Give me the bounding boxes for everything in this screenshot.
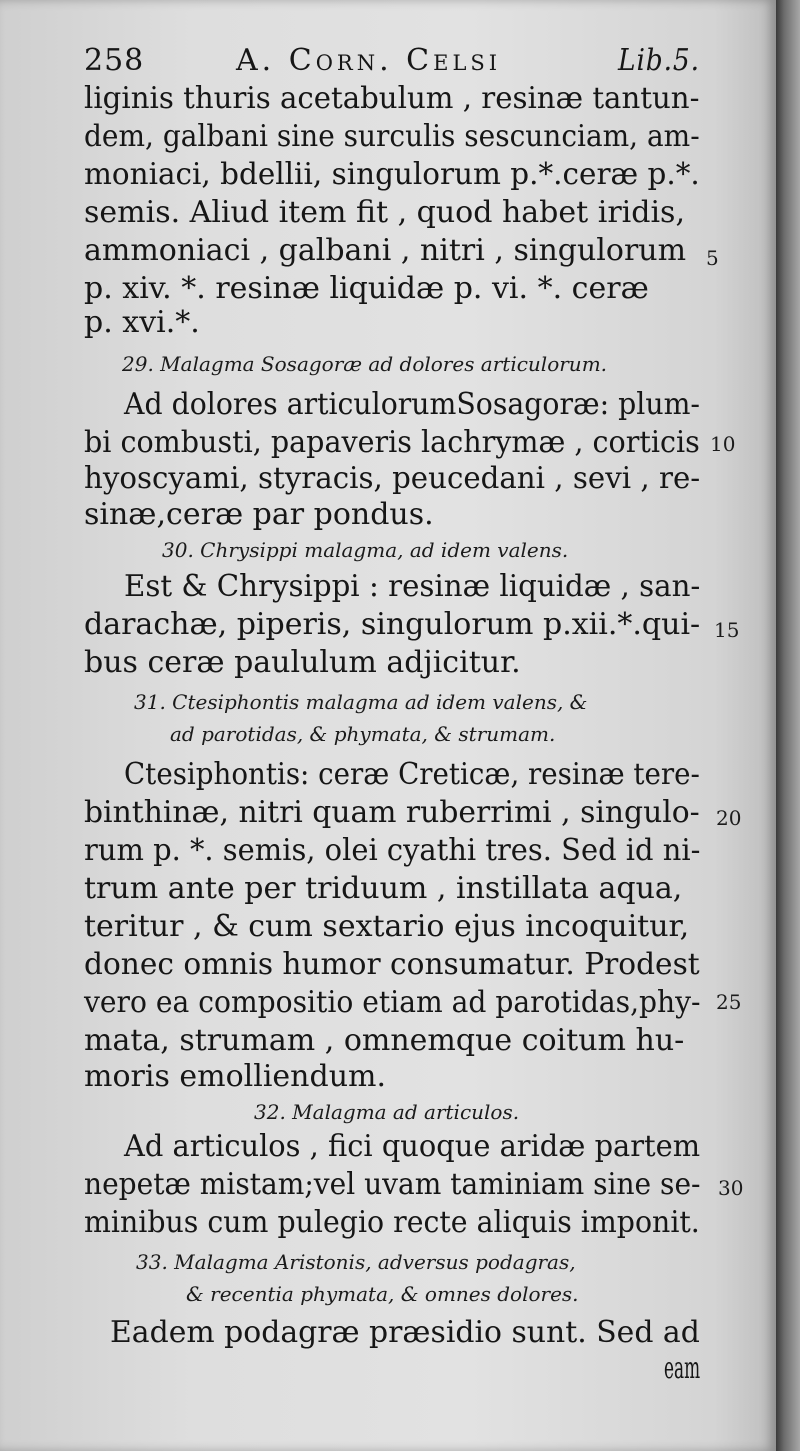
margin-line-number: 20 [716, 806, 742, 830]
section-title: 30. Chrysippi malagma, ad idem valens. [162, 538, 569, 562]
section-title-continued: & recentia phymata, & omnes dolores. [186, 1282, 579, 1306]
section-title: 33. Malagma Aristonis, adversus podagras, [136, 1250, 576, 1274]
text-line: rum p. *. semis, olei cyathi tres. Sed id ni- [84, 833, 701, 868]
text-line: donec omnis humor consumatur. Prodest [84, 947, 700, 982]
section-title: 31. Ctesiphontis malagma ad idem valens, & [134, 690, 588, 714]
page-number: 258 [84, 43, 145, 78]
margin-line-number: 30 [718, 1176, 744, 1200]
section-title: 29. Malagma Sosagoræ ad dolores articulorum. [122, 352, 608, 376]
book-number: Lib.5. [618, 43, 700, 78]
text-line: mata, strumam , omnemque coitum hu- [84, 1023, 685, 1058]
section-title: 32. Malagma ad articulos. [254, 1100, 520, 1124]
text-line: Est & Chrysippi : resinæ liquidæ , san- [124, 569, 701, 604]
text-line: ammoniaci , galbani , nitri , singulorum [84, 233, 687, 268]
text-line: p. xiv. *. resinæ liquidæ p. vi. *. ceræ [84, 271, 649, 306]
text-line: liginis thuris acetabulum , resinæ tantun- [84, 81, 700, 116]
text-line: darachæ, piperis, singulorum p.xii.*.qui- [84, 607, 701, 642]
section-title-continued: ad parotidas, & phymata, & strumam. [170, 722, 556, 746]
margin-line-number: 15 [714, 618, 740, 642]
text-line: nepetæ mistam;vel uvam taminiam sine se- [84, 1167, 701, 1202]
text-line: dem, galbani sine surculis sescunciam, am- [84, 119, 700, 154]
text-line: binthinæ, nitri quam ruberrimi , singulo- [84, 795, 700, 830]
text-line: p. xvi.*. [84, 305, 200, 340]
text-line: moniaci, bdellii, singulorum p.*.ceræ p.*. [84, 157, 700, 192]
text-line: Ad dolores articulorumSosagoræ: plum- [124, 387, 701, 422]
text-line: Ctesiphontis: ceræ Creticæ, resinæ tere- [124, 757, 700, 792]
page-edge-shadow [776, 0, 800, 1451]
text-line: Ad articulos , fici quoque aridæ partem [124, 1129, 701, 1164]
text-line: teritur , & cum sextario ejus incoquitur, [84, 909, 690, 944]
text-line: semis. Aliud item fit , quod habet iridis, [84, 195, 685, 230]
text-line: trum ante per triduum , instillata aqua, [84, 871, 683, 906]
margin-line-number: 5 [706, 246, 719, 270]
running-title: A. Corn. Celsi [236, 43, 502, 78]
text-line: vero ea compositio etiam ad parotidas,phy- [84, 985, 701, 1020]
text-line: sinæ,ceræ par pondus. [84, 497, 434, 532]
text-line: hyoscyami, styracis, peucedani , sevi , re- [84, 461, 701, 496]
text-line: bi combusti, papaveris lachrymæ , corticis [84, 425, 700, 460]
text-line: minibus cum pulegio recte aliquis imponit. [84, 1205, 700, 1240]
text-line: Eadem podagræ præsidio sunt. Sed ad [110, 1315, 700, 1350]
catchword: eam [664, 1351, 701, 1386]
text-line: moris emolliendum. [84, 1059, 387, 1094]
margin-line-number: 10 [710, 432, 736, 456]
margin-line-number: 25 [716, 990, 742, 1014]
text-line: bus ceræ paululum adjicitur. [84, 645, 521, 680]
